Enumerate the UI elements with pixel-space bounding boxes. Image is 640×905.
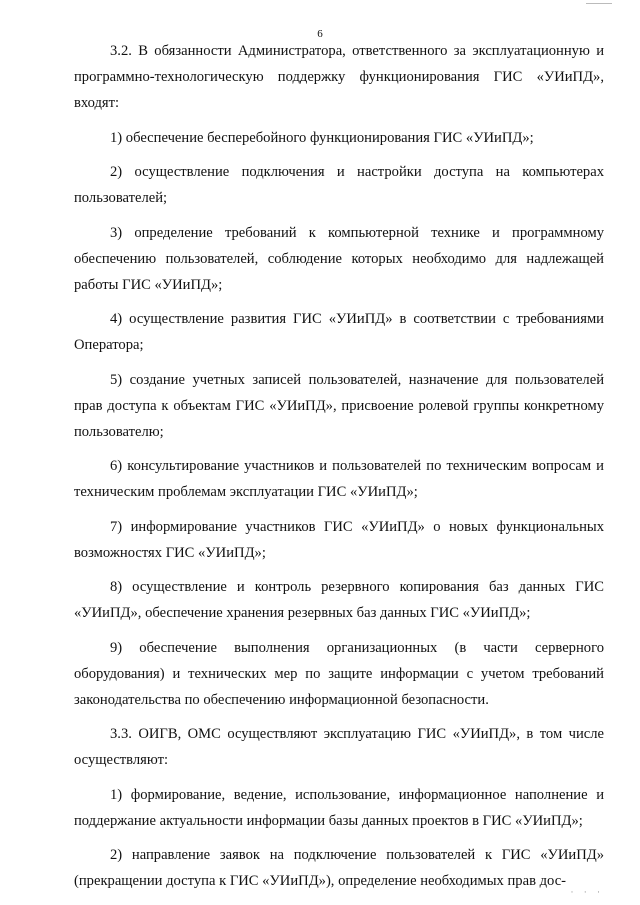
list-item-2-connection-setup: 2) осуществление подключения и настройки доступа на компьютерах пользователей; xyxy=(74,164,604,206)
list-item-1-uninterrupted-operation: 1) обеспечение бесперебойного функционирования ГИС «УИиПД»; xyxy=(110,129,534,146)
list-item-2-connection-requests: 2) направление заявок на подключение пользователей к ГИС «УИиПД» (прекращении доступа к ГИС «УИиПД»), определение необходимых прав дос- xyxy=(74,847,604,889)
document-body xyxy=(74,38,604,903)
list-item-9-security-measures: 9) обеспечение выполнения организационных (в части серверного оборудования) и технических мер по защите информации с учетом требований законодательства по обеспечению информационной безопасности. xyxy=(74,639,604,708)
list-item-3-hardware-requirements: 3) определение требований к компьютерной технике и программному обеспечению пользователей, соблюдение которых необходимо для надлежащей работы ГИС «УИиПД»; xyxy=(74,224,604,293)
list-item-5-user-accounts: 5) создание учетных записей пользователей, назначение для пользователей прав доступа к объектам ГИС «УИиПД», присвоение ролевой группы конкретному пользователю; xyxy=(74,371,604,440)
list-item-8-backup: 8) осуществление и контроль резервного копирования баз данных ГИС «УИиПД», обеспечение хранения резервных баз данных ГИС «УИиПД»; xyxy=(74,579,604,621)
list-item-6-consulting: 6) консультирование участников и пользователей по техническим вопросам и техническим проблемам эксплуатации ГИС «УИиПД»; xyxy=(74,458,604,500)
page-number: 6 xyxy=(317,28,323,40)
paragraph-3-3-intro: 3.3. ОИГВ, ОМС осуществляют эксплуатацию ГИС «УИиПД», в том числе осуществляют: xyxy=(74,726,604,768)
list-item-7-informing: 7) информирование участников ГИС «УИиПД» о новых функциональных возможностях ГИС «УИиПД»; xyxy=(74,518,604,561)
scan-bottom-mark: · · · xyxy=(570,887,604,897)
list-item-4-development: 4) осуществление развития ГИС «УИиПД» в соответствии с требованиями Оператора; xyxy=(74,311,604,353)
list-item-1-data-management: 1) формирование, ведение, использование, информационное наполнение и поддержание актуальности информации базы данных проектов в ГИС «УИиПД»; xyxy=(74,786,604,829)
paragraph-3-2-intro: 3.2. В обязанности Администратора, ответственного за эксплуатационную и программно-технологическую поддержку функционирования ГИС «УИиПД», входят: xyxy=(74,43,604,111)
scan-corner-mark xyxy=(586,0,612,4)
